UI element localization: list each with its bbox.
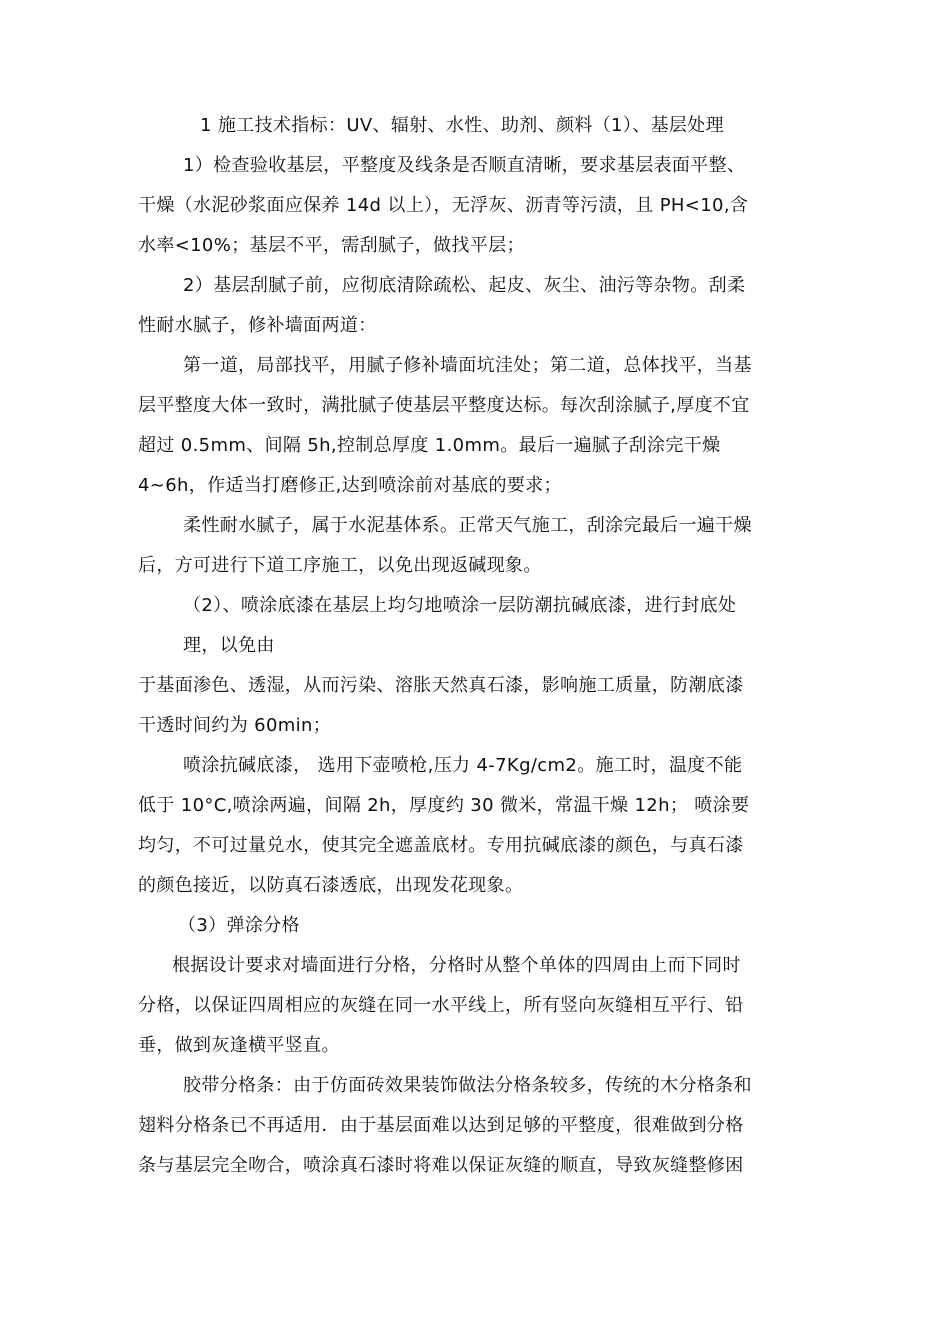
section-heading-grid-lines: （3）弹涂分格 — [178, 915, 300, 936]
paragraph-line: 水率<10%；基层不平，需刮腻子，做找平层； — [138, 235, 525, 256]
paragraph-line: 条与基层完全吻合，喷涂真石漆时将难以保证灰缝的顺直，导致灰缝整修困 — [138, 1155, 744, 1176]
paragraph-line: 垂，做到灰逢横平竖直。 — [138, 1035, 340, 1056]
paragraph-line: 1）检查验收基层，平整度及线条是否顺直清晰，要求基层表面平整、 — [183, 155, 746, 176]
paragraph-line: 均匀，不可过量兑水，使其完全遮盖底材。专用抗碱底漆的颜色，与真石漆 — [138, 835, 744, 856]
paragraph-line: 于基面渗色、透湿，从而污染、溶胀天然真石漆，影响施工质量，防潮底漆 — [138, 675, 744, 696]
paragraph-line: 分格，以保证四周相应的灰缝在同一水平线上，所有竖向灰缝相互平行、铅 — [138, 995, 744, 1016]
paragraph-line: 干燥（水泥砂浆面应保养 14d 以上），无浮灰、沥青等污渍，且 PH<10,含 — [138, 195, 749, 216]
section-heading-primer: （2）、喷涂底漆在基层上均匀地喷涂一层防潮抗碱底漆，进行封底处 — [183, 595, 737, 616]
paragraph-line: 理，以免由 — [183, 635, 275, 656]
paragraph-line: 第一道，局部找平，用腻子修补墙面坑洼处；第二道，总体找平，当基 — [183, 355, 752, 376]
paragraph-line: 超过 0.5mm、间隔 5h,控制总厚度 1.0mm。最后一遍腻子刮涂完干燥 — [138, 435, 721, 456]
paragraph-line: 干透时间约为 60min； — [138, 715, 332, 736]
paragraph-line: 翅料分格条已不再适用．由于基层面难以达到足够的平整度，很难做到分格 — [138, 1115, 744, 1136]
paragraph-line: 喷涂抗碱底漆， 选用下壶喷枪,压力 4-7Kg/cm2。施工时，温度不能 — [183, 755, 743, 776]
paragraph-line: 2）基层刮腻子前，应彻底清除疏松、起皮、灰尘、油污等杂物。刮柔 — [183, 275, 746, 296]
heading-construction-indicators: 1 施工技术指标：UV、辐射、水性、助剂、颜料（1）、基层处理 — [200, 115, 724, 136]
paragraph-line: 根据设计要求对墙面进行分格，分格时从整个单体的四周由上而下同时 — [172, 955, 741, 976]
paragraph-line: 的颜色接近，以防真石漆透底，出现发花现象。 — [138, 875, 524, 896]
paragraph-line: 层平整度大体一致时，满批腻子使基层平整度达标。每次刮涂腻子,厚度不宜 — [138, 395, 750, 416]
paragraph-line: 低于 10°C,喷涂两遍，间隔 2h，厚度约 30 微米，常温干燥 12h； 喷涂要 — [138, 795, 750, 816]
paragraph-line: 性耐水腻子，修补墙面两道： — [138, 315, 377, 336]
paragraph-line: 4~6h，作适当打磨修正,达到喷涂前对基底的要求； — [138, 475, 562, 496]
paragraph-line: 柔性耐水腻子，属于水泥基体系。正常天气施工，刮涂完最后一遍干燥 — [183, 515, 752, 536]
paragraph-line: 胶带分格条：由于仿面砖效果装饰做法分格条较多，传统的木分格条和 — [183, 1075, 752, 1096]
paragraph-line: 后，方可进行下道工序施工，以免出现返碱现象。 — [138, 555, 542, 576]
